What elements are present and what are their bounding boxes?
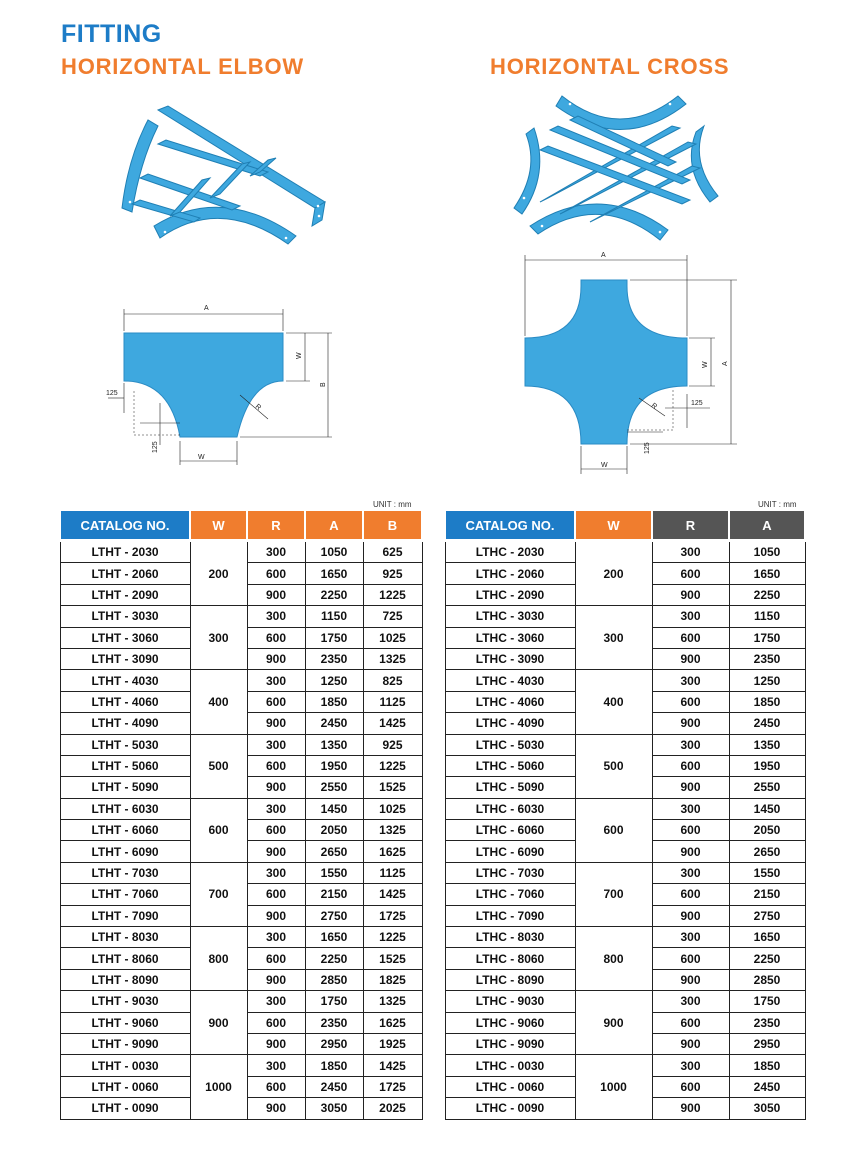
value-cell: 300 (247, 734, 305, 755)
value-cell: 600 (652, 1076, 729, 1097)
width-cell: 600 (575, 798, 652, 862)
cross-dimension-drawing (515, 250, 745, 478)
cross-title: HORIZONTAL CROSS (490, 54, 730, 79)
value-cell: 1350 (305, 734, 363, 755)
catalog-no-cell: LTHT - 7060 (60, 884, 190, 905)
width-cell: 800 (190, 927, 247, 991)
cross-label-w-side: W (702, 361, 709, 368)
table-row (445, 862, 805, 883)
header-a: A (305, 511, 363, 541)
value-cell: 2450 (305, 713, 363, 734)
catalog-no-cell: LTHC - 6090 (445, 841, 575, 862)
value-cell: 2450 (305, 1076, 363, 1097)
value-cell: 1125 (363, 862, 422, 883)
catalog-no-cell: LTHT - 9060 (60, 1012, 190, 1033)
value-cell: 2650 (305, 841, 363, 862)
catalog-no-cell: LTHC - 3090 (445, 648, 575, 669)
value-cell: 900 (652, 777, 729, 798)
value-cell: 300 (652, 927, 729, 948)
value-cell: 600 (652, 820, 729, 841)
catalog-no-cell: LTHC - 8030 (445, 927, 575, 948)
catalog-no-cell: LTHT - 8090 (60, 969, 190, 990)
value-cell: 600 (247, 563, 305, 584)
value-cell: 300 (247, 798, 305, 819)
header-w: W (575, 511, 652, 541)
catalog-no-cell: LTHT - 6060 (60, 820, 190, 841)
value-cell: 1250 (729, 670, 805, 691)
value-cell: 1725 (363, 1076, 422, 1097)
value-cell: 1825 (363, 969, 422, 990)
value-cell: 600 (247, 820, 305, 841)
header-a: A (729, 511, 805, 541)
value-cell: 1025 (363, 627, 422, 648)
elbow-label-w-side: W (296, 352, 303, 359)
value-cell: 1650 (729, 927, 805, 948)
value-cell: 600 (652, 755, 729, 776)
catalog-no-cell: LTHC - 2030 (445, 541, 575, 563)
value-cell: 1650 (305, 563, 363, 584)
catalog-no-cell: LTHC - 4060 (445, 691, 575, 712)
catalog-no-cell: LTHT - 7090 (60, 905, 190, 926)
value-cell: 300 (247, 670, 305, 691)
table-row (60, 798, 422, 819)
value-cell: 600 (652, 1012, 729, 1033)
catalog-no-cell: LTHT - 7030 (60, 862, 190, 883)
value-cell: 900 (652, 648, 729, 669)
value-cell: 600 (652, 563, 729, 584)
catalog-no-cell: LTHT - 6090 (60, 841, 190, 862)
elbow-dimension-drawing (100, 295, 340, 470)
value-cell: 2350 (729, 648, 805, 669)
value-cell: 1525 (363, 777, 422, 798)
value-cell: 1125 (363, 691, 422, 712)
value-cell: 600 (247, 884, 305, 905)
value-cell: 900 (247, 648, 305, 669)
catalog-no-cell: LTHT - 2060 (60, 563, 190, 584)
elbow-label-a: A (204, 305, 209, 312)
value-cell: 900 (652, 905, 729, 926)
value-cell: 1850 (305, 691, 363, 712)
value-cell: 925 (363, 563, 422, 584)
value-cell: 2250 (305, 948, 363, 969)
width-cell: 500 (190, 734, 247, 798)
catalog-no-cell: LTHT - 3090 (60, 648, 190, 669)
table-row (445, 670, 805, 691)
value-cell: 1425 (363, 1055, 422, 1076)
table-row (60, 734, 422, 755)
value-cell: 1450 (729, 798, 805, 819)
value-cell: 1550 (729, 862, 805, 883)
elbow-label-w-bottom: W (198, 454, 205, 461)
value-cell: 600 (652, 948, 729, 969)
value-cell: 2025 (363, 1098, 422, 1119)
value-cell: 600 (247, 627, 305, 648)
value-cell: 725 (363, 606, 422, 627)
cross-3d-illustration (500, 90, 725, 245)
catalog-no-cell: LTHC - 6060 (445, 820, 575, 841)
header-catalog-no: CATALOG NO. (445, 511, 575, 541)
table-row (445, 606, 805, 627)
value-cell: 300 (652, 670, 729, 691)
catalog-no-cell: LTHC - 4030 (445, 670, 575, 691)
value-cell: 1225 (363, 927, 422, 948)
catalog-no-cell: LTHT - 4060 (60, 691, 190, 712)
cross-label-w-bottom: W (601, 462, 608, 469)
value-cell: 1750 (729, 627, 805, 648)
catalog-no-cell: LTHC - 8060 (445, 948, 575, 969)
table-row (60, 927, 422, 948)
value-cell: 2550 (729, 777, 805, 798)
elbow-spec-table (59, 511, 423, 1120)
table-header-row (60, 511, 422, 541)
value-cell: 900 (247, 713, 305, 734)
value-cell: 600 (652, 884, 729, 905)
width-cell: 500 (575, 734, 652, 798)
page-title: FITTING (61, 20, 162, 48)
catalog-no-cell: LTHC - 7090 (445, 905, 575, 926)
value-cell: 2350 (305, 648, 363, 669)
catalog-no-cell: LTHC - 3030 (445, 606, 575, 627)
catalog-no-cell: LTHC - 5060 (445, 755, 575, 776)
value-cell: 600 (652, 627, 729, 648)
catalog-no-cell: LTHT - 0060 (60, 1076, 190, 1097)
value-cell: 825 (363, 670, 422, 691)
value-cell: 300 (652, 606, 729, 627)
value-cell: 1650 (305, 927, 363, 948)
value-cell: 2350 (729, 1012, 805, 1033)
catalog-no-cell: LTHT - 2030 (60, 541, 190, 563)
table-row (445, 927, 805, 948)
table-header-row (445, 511, 805, 541)
value-cell: 600 (247, 691, 305, 712)
value-cell: 2350 (305, 1012, 363, 1033)
table-row (60, 606, 422, 627)
value-cell: 1225 (363, 755, 422, 776)
value-cell: 900 (652, 1098, 729, 1119)
value-cell: 300 (652, 1055, 729, 1076)
cross-label-a-side: A (722, 361, 729, 366)
value-cell: 2850 (305, 969, 363, 990)
width-cell: 300 (190, 606, 247, 670)
value-cell: 300 (247, 606, 305, 627)
elbow-label-125-left: 125 (106, 390, 118, 397)
value-cell: 300 (652, 798, 729, 819)
value-cell: 3050 (305, 1098, 363, 1119)
catalog-no-cell: LTHT - 3030 (60, 606, 190, 627)
value-cell: 1750 (305, 991, 363, 1012)
value-cell: 900 (247, 969, 305, 990)
value-cell: 2750 (305, 905, 363, 926)
table-row (60, 991, 422, 1012)
value-cell: 1950 (729, 755, 805, 776)
table-row (445, 798, 805, 819)
catalog-no-cell: LTHC - 0030 (445, 1055, 575, 1076)
value-cell: 1425 (363, 884, 422, 905)
value-cell: 900 (652, 584, 729, 605)
catalog-no-cell: LTHT - 0090 (60, 1098, 190, 1119)
header-r: R (247, 511, 305, 541)
value-cell: 1750 (305, 627, 363, 648)
value-cell: 300 (652, 541, 729, 563)
value-cell: 2050 (729, 820, 805, 841)
value-cell: 2750 (729, 905, 805, 926)
cross-spec-table (444, 511, 806, 1120)
value-cell: 1450 (305, 798, 363, 819)
value-cell: 300 (247, 541, 305, 563)
table-row (445, 991, 805, 1012)
value-cell: 3050 (729, 1098, 805, 1119)
value-cell: 600 (652, 691, 729, 712)
width-cell: 900 (575, 991, 652, 1055)
header-r: R (652, 511, 729, 541)
value-cell: 2950 (729, 1033, 805, 1054)
catalog-no-cell: LTHT - 4030 (60, 670, 190, 691)
table-row (445, 1055, 805, 1076)
width-cell: 200 (575, 541, 652, 606)
value-cell: 1150 (305, 606, 363, 627)
value-cell: 1425 (363, 713, 422, 734)
value-cell: 300 (247, 1055, 305, 1076)
value-cell: 600 (247, 948, 305, 969)
cross-label-r: R (649, 402, 659, 411)
width-cell: 1000 (575, 1055, 652, 1119)
value-cell: 600 (247, 755, 305, 776)
catalog-no-cell: LTHT - 0030 (60, 1055, 190, 1076)
value-cell: 900 (247, 1033, 305, 1054)
value-cell: 2250 (729, 948, 805, 969)
elbow-title: HORIZONTAL ELBOW (61, 54, 304, 79)
width-cell: 400 (575, 670, 652, 734)
header-b: B (363, 511, 422, 541)
value-cell: 2850 (729, 969, 805, 990)
value-cell: 1625 (363, 841, 422, 862)
value-cell: 900 (247, 1098, 305, 1119)
value-cell: 1050 (729, 541, 805, 563)
width-cell: 400 (190, 670, 247, 734)
value-cell: 1525 (363, 948, 422, 969)
value-cell: 1925 (363, 1033, 422, 1054)
value-cell: 600 (247, 1076, 305, 1097)
width-cell: 700 (190, 862, 247, 926)
catalog-no-cell: LTHT - 5030 (60, 734, 190, 755)
value-cell: 1025 (363, 798, 422, 819)
width-cell: 800 (575, 927, 652, 991)
table-row (60, 862, 422, 883)
cross-label-125-bottom: 125 (644, 442, 651, 454)
catalog-no-cell: LTHC - 5030 (445, 734, 575, 755)
value-cell: 1725 (363, 905, 422, 926)
catalog-no-cell: LTHT - 9030 (60, 991, 190, 1012)
catalog-no-cell: LTHC - 6030 (445, 798, 575, 819)
elbow-label-b: B (320, 382, 327, 387)
catalog-no-cell: LTHC - 9060 (445, 1012, 575, 1033)
value-cell: 1650 (729, 563, 805, 584)
catalog-no-cell: LTHC - 3060 (445, 627, 575, 648)
value-cell: 900 (247, 841, 305, 862)
value-cell: 600 (247, 1012, 305, 1033)
value-cell: 900 (652, 1033, 729, 1054)
value-cell: 2950 (305, 1033, 363, 1054)
catalog-no-cell: LTHT - 5090 (60, 777, 190, 798)
value-cell: 1850 (729, 1055, 805, 1076)
table-row (60, 670, 422, 691)
value-cell: 925 (363, 734, 422, 755)
value-cell: 2250 (305, 584, 363, 605)
width-cell: 700 (575, 862, 652, 926)
catalog-no-cell: LTHT - 2090 (60, 584, 190, 605)
value-cell: 900 (247, 905, 305, 926)
value-cell: 2450 (729, 1076, 805, 1097)
value-cell: 300 (652, 991, 729, 1012)
elbow-3d-illustration (110, 98, 335, 258)
value-cell: 900 (247, 584, 305, 605)
value-cell: 1850 (729, 691, 805, 712)
catalog-no-cell: LTHT - 4090 (60, 713, 190, 734)
header-catalog-no: CATALOG NO. (60, 511, 190, 541)
catalog-no-cell: LTHC - 8090 (445, 969, 575, 990)
table-row (445, 734, 805, 755)
value-cell: 900 (652, 969, 729, 990)
cross-label-125-right: 125 (691, 400, 703, 407)
value-cell: 900 (247, 777, 305, 798)
value-cell: 1250 (305, 670, 363, 691)
table-row (60, 541, 422, 563)
value-cell: 1325 (363, 648, 422, 669)
value-cell: 900 (652, 713, 729, 734)
value-cell: 1225 (363, 584, 422, 605)
value-cell: 2650 (729, 841, 805, 862)
catalog-no-cell: LTHC - 0060 (445, 1076, 575, 1097)
value-cell: 300 (652, 862, 729, 883)
catalog-no-cell: LTHC - 9030 (445, 991, 575, 1012)
value-cell: 1625 (363, 1012, 422, 1033)
catalog-no-cell: LTHT - 3060 (60, 627, 190, 648)
left-unit-label: UNIT : mm (373, 500, 412, 509)
elbow-label-125-bottom: 125 (152, 441, 159, 453)
catalog-no-cell: LTHC - 5090 (445, 777, 575, 798)
value-cell: 1950 (305, 755, 363, 776)
value-cell: 1850 (305, 1055, 363, 1076)
catalog-no-cell: LTHC - 9090 (445, 1033, 575, 1054)
right-unit-label: UNIT : mm (758, 500, 797, 509)
value-cell: 1325 (363, 991, 422, 1012)
table-row (445, 541, 805, 563)
catalog-no-cell: LTHT - 6030 (60, 798, 190, 819)
catalog-no-cell: LTHC - 0090 (445, 1098, 575, 1119)
value-cell: 625 (363, 541, 422, 563)
catalog-no-cell: LTHC - 4090 (445, 713, 575, 734)
value-cell: 2250 (729, 584, 805, 605)
width-cell: 300 (575, 606, 652, 670)
catalog-no-cell: LTHT - 9090 (60, 1033, 190, 1054)
value-cell: 900 (652, 841, 729, 862)
value-cell: 300 (247, 862, 305, 883)
value-cell: 1350 (729, 734, 805, 755)
elbow-label-r: R (253, 403, 263, 412)
header-w: W (190, 511, 247, 541)
catalog-no-cell: LTHC - 7060 (445, 884, 575, 905)
width-cell: 900 (190, 991, 247, 1055)
value-cell: 1750 (729, 991, 805, 1012)
cross-label-a-top: A (601, 252, 606, 259)
value-cell: 2050 (305, 820, 363, 841)
catalog-no-cell: LTHT - 8060 (60, 948, 190, 969)
value-cell: 300 (247, 927, 305, 948)
table-row (60, 1055, 422, 1076)
value-cell: 2450 (729, 713, 805, 734)
catalog-no-cell: LTHT - 8030 (60, 927, 190, 948)
width-cell: 1000 (190, 1055, 247, 1119)
value-cell: 1325 (363, 820, 422, 841)
value-cell: 300 (247, 991, 305, 1012)
value-cell: 1050 (305, 541, 363, 563)
width-cell: 200 (190, 541, 247, 606)
value-cell: 300 (652, 734, 729, 755)
catalog-no-cell: LTHC - 7030 (445, 862, 575, 883)
value-cell: 1550 (305, 862, 363, 883)
value-cell: 2150 (729, 884, 805, 905)
width-cell: 600 (190, 798, 247, 862)
catalog-no-cell: LTHC - 2090 (445, 584, 575, 605)
value-cell: 1150 (729, 606, 805, 627)
value-cell: 2550 (305, 777, 363, 798)
value-cell: 2150 (305, 884, 363, 905)
catalog-no-cell: LTHC - 2060 (445, 563, 575, 584)
catalog-no-cell: LTHT - 5060 (60, 755, 190, 776)
